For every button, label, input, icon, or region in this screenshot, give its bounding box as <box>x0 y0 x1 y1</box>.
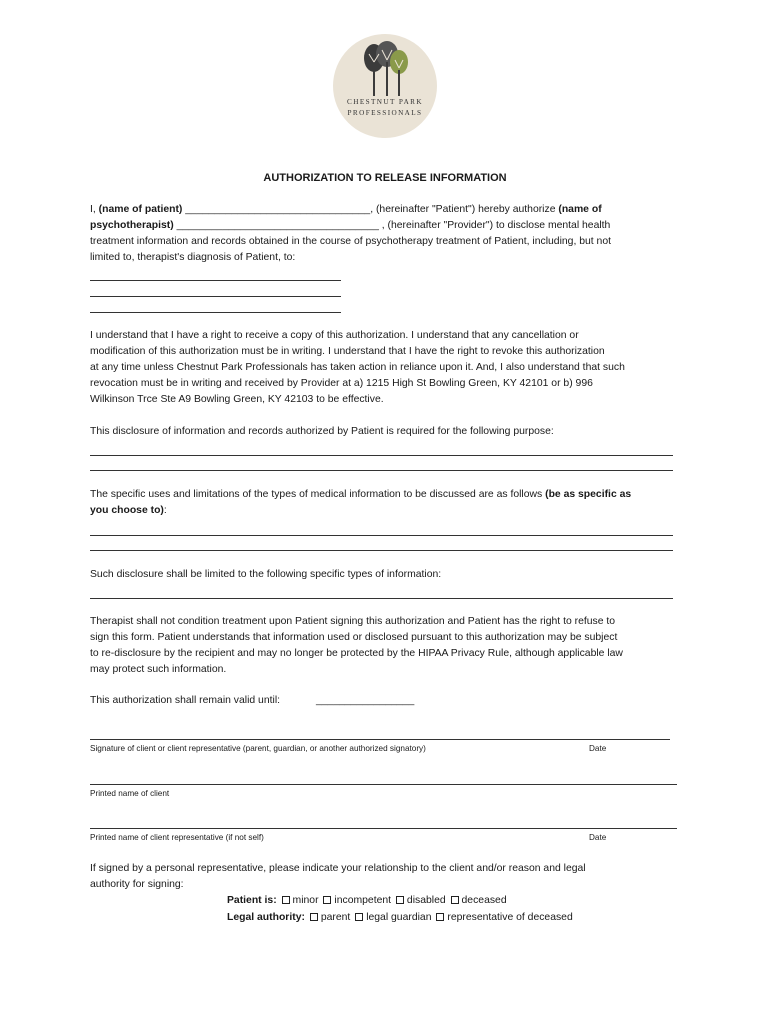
deceased-checkbox[interactable] <box>451 896 459 904</box>
hipaa-line-3: to re-disclosure by the recipient and may no longer be protected by the HIPAA Privacy Rule, although applicable law <box>90 648 623 659</box>
signature-label: Signature of client or client representative (parent, guardian, or another authorized signatory) <box>90 744 426 753</box>
printed-client-line[interactable] <box>90 784 677 785</box>
rights-line-1: I understand that I have a right to receive a copy of this authorization. I understand that any cancellation or <box>90 330 579 341</box>
uses-blank-1[interactable] <box>90 535 673 536</box>
valid-until-label: This authorization shall remain valid until: <box>90 695 281 706</box>
minor-checkbox[interactable] <box>282 896 290 904</box>
incompetent-label: incompetent <box>334 895 392 906</box>
intro-line-4: limited to, therapist's diagnosis of Patient, to: <box>90 252 296 263</box>
deceased-label: deceased <box>461 895 507 906</box>
representative-of-deceased-label: representative of deceased <box>447 912 573 923</box>
personal-rep-line-2: authority for signing: <box>90 879 184 890</box>
parent-checkbox[interactable] <box>310 913 318 921</box>
document-title: AUTHORIZATION TO RELEASE INFORMATION <box>263 172 507 184</box>
rights-line-3: at any time unless Chestnut Park Professionals has taken action in reliance upon it. And, I also understand that such <box>90 362 625 373</box>
legal-authority-label: Legal authority: <box>227 912 305 923</box>
psychotherapist-label: psychotherapist) <box>90 220 174 231</box>
chestnut-park-logo <box>333 34 437 138</box>
rights-line-4: revocation must be in writing and received by Provider at a) 1215 High St Bowling Green, KY 42101 or b) 996 <box>90 378 593 389</box>
limited-blank[interactable] <box>90 598 673 599</box>
legal-guardian-label: legal guardian <box>366 912 432 923</box>
disabled-checkbox[interactable] <box>396 896 404 904</box>
patient-is-row <box>227 894 507 908</box>
hipaa-line-2: sign this form. Patient understands that information used or disclosed pursuant to this authorization may be subject <box>90 632 618 643</box>
logo-line-2: PROFESSIONALS <box>347 109 423 117</box>
legal-guardian-checkbox[interactable] <box>355 913 363 921</box>
recipient-blank-3[interactable] <box>90 312 341 313</box>
rights-line-2: modification of this authorization must be in writing. I understand that I have the right to revoke this authorization <box>90 346 605 357</box>
recipient-blank-1[interactable] <box>90 280 341 281</box>
parent-label: parent <box>320 912 351 923</box>
intro-line-2: psychotherapist) ___________________________________ , (hereinafter "Provider") to disclose mental health <box>90 220 611 231</box>
personal-rep-line-1: If signed by a personal representative, please indicate your relationship to the client and/or reason and legal <box>90 863 586 874</box>
logo-line-1: CHESTNUT PARK <box>347 98 423 106</box>
intro-line-3: treatment information and records obtained in the course of psychotherapy treatment of Patient, including, but not <box>90 236 611 247</box>
signature-line[interactable] <box>90 739 670 740</box>
uses-blank-2[interactable] <box>90 550 673 551</box>
legal-authority-row <box>227 911 573 925</box>
hipaa-line-1: Therapist shall not condition treatment upon Patient signing this authorization and Patient has the right to refuse to <box>90 616 616 627</box>
purpose-blank-2[interactable] <box>90 470 673 471</box>
intro-line-1: I, (name of patient) ________________________________, (hereinafter "Patient") hereby authorize (name of <box>90 204 602 215</box>
patient-is-label: Patient is: <box>227 895 277 906</box>
uses-line-2: you choose to): <box>90 505 167 516</box>
printed-rep-label: Printed name of client representative (if not self) <box>90 833 264 842</box>
rights-line-5: Wilkinson Trce Ste A9 Bowling Green, KY 42103 to be effective. <box>90 394 384 405</box>
patient-name-label: (name of patient) <box>98 204 183 215</box>
recipient-blank-2[interactable] <box>90 296 341 297</box>
purpose-blank-1[interactable] <box>90 455 673 456</box>
trees-icon <box>360 40 412 102</box>
hipaa-line-4: may protect such information. <box>90 664 227 675</box>
minor-label: minor <box>292 895 319 906</box>
valid-until-blank[interactable]: _________________ <box>316 695 415 706</box>
incompetent-checkbox[interactable] <box>323 896 331 904</box>
representative-of-deceased-checkbox[interactable] <box>436 913 444 921</box>
limited-label: Such disclosure shall be limited to the following specific types of information: <box>90 569 442 580</box>
signature-date-label: Date <box>589 744 607 753</box>
printed-client-label: Printed name of client <box>90 789 170 798</box>
disabled-label: disabled <box>406 895 446 906</box>
printed-rep-line[interactable] <box>90 828 677 829</box>
uses-line-1: The specific uses and limitations of the types of medical information to be discussed are as follows (be as specific as <box>90 489 632 500</box>
purpose-label: This disclosure of information and records authorized by Patient is required for the following purpose: <box>90 426 554 437</box>
printed-rep-date-label: Date <box>589 833 607 842</box>
